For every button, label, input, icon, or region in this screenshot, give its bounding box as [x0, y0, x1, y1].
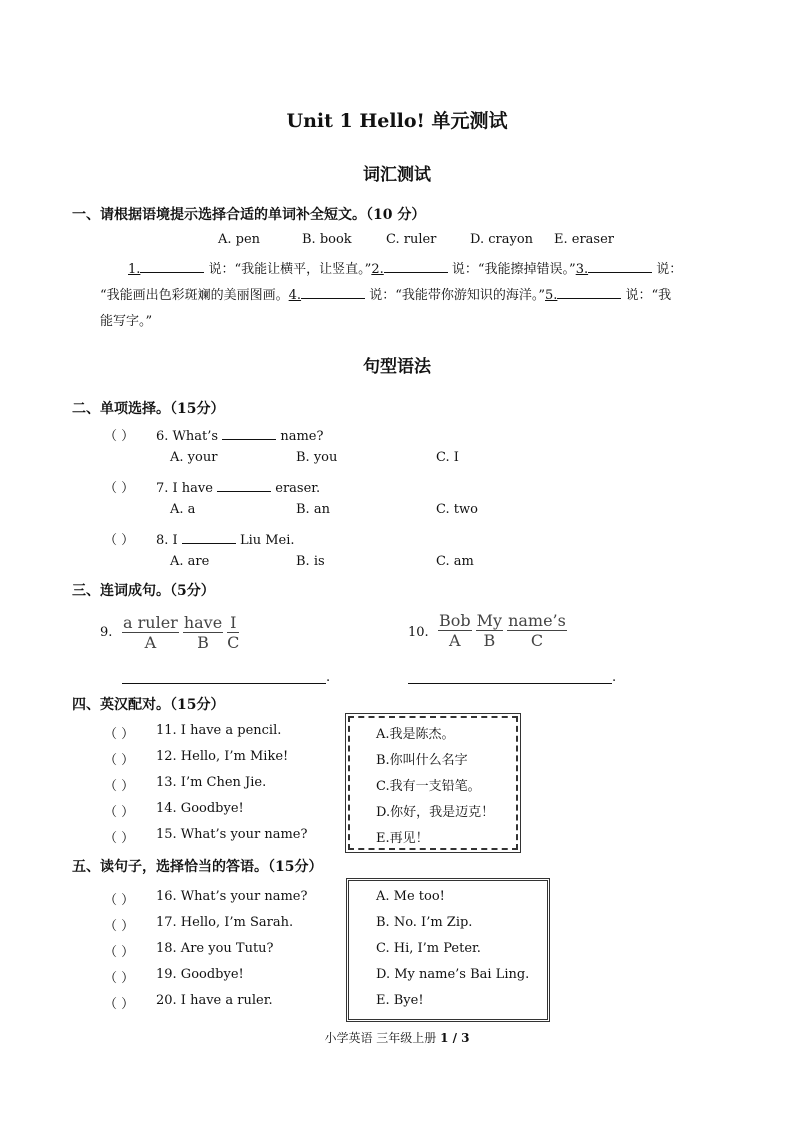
option-e: E. eraser: [554, 232, 614, 247]
blank-2[interactable]: [384, 258, 448, 273]
page-number: 1 / 3: [440, 1031, 470, 1045]
match-item-15: 15. What’s your name?: [156, 827, 308, 842]
q9-period: .: [326, 670, 331, 685]
blank-5[interactable]: [557, 284, 621, 299]
option-a: A. pen: [218, 232, 261, 247]
response-c: C. Hi, I’m Peter.: [376, 941, 481, 956]
q9-word-cards: [122, 614, 243, 653]
match-option-c: C.我有一支铅笔。: [376, 779, 481, 794]
option-b: B. book: [302, 232, 352, 247]
answer-paren-14[interactable]: （ ）: [104, 805, 135, 820]
response-a: A. Me too!: [376, 889, 445, 904]
choice: B. an: [296, 502, 330, 517]
answer-paren-19[interactable]: （ ）: [104, 971, 135, 986]
answer-paren-15[interactable]: （ ）: [104, 831, 135, 846]
passage-text: 说：“我: [621, 288, 672, 303]
question-text: name?: [280, 429, 324, 444]
q10-word-cards: [438, 612, 571, 651]
passage-text: 说：“我能擦掉错误。”: [447, 262, 576, 277]
match-option-a: A.我是陈杰。: [376, 727, 455, 742]
response-e: E. Bye!: [376, 993, 424, 1008]
part-grammar-title: 句型语法: [363, 357, 431, 377]
match-item-12: 12. Hello, I’m Mike!: [156, 749, 289, 764]
match-item-11: 11. I have a pencil.: [156, 723, 282, 738]
blank-3-number: 3.: [575, 262, 589, 277]
choice: C. two: [436, 502, 478, 517]
word-card: a ruler A: [123, 613, 178, 652]
choice: A. a: [170, 502, 196, 517]
sentence-19: 19. Goodbye!: [156, 967, 244, 982]
word-card: Bob A: [439, 611, 471, 650]
answer-paren-18[interactable]: （ ）: [104, 945, 135, 960]
match-item-14: 14. Goodbye!: [156, 801, 244, 816]
q9-answer-line[interactable]: [122, 682, 326, 684]
match-item-13: 13. I’m Chen Jie.: [156, 775, 267, 790]
choice: B. is: [296, 554, 325, 569]
answer-paren-13[interactable]: （ ）: [104, 779, 135, 794]
word-card: have B: [183, 613, 223, 652]
question-text: eraser.: [275, 481, 321, 496]
choice: C. am: [436, 554, 474, 569]
answer-paren-12[interactable]: （ ）: [104, 753, 135, 768]
passage-text: 说：“我能让横平，让竖直。”: [204, 262, 372, 277]
blank-3[interactable]: [588, 258, 652, 273]
part-vocab-title: 词汇测试: [363, 165, 431, 185]
q10-period: .: [612, 670, 617, 685]
passage-line-3: 能写字。”: [100, 314, 153, 329]
match-option-b: B.你叫什么名字: [376, 753, 468, 768]
word-card: name’s C: [508, 611, 566, 650]
question-blank: [222, 425, 276, 440]
option-d: D. crayon: [470, 232, 534, 247]
blank-4-number: 4.: [288, 288, 302, 303]
sentence-20: 20. I have a ruler.: [156, 993, 273, 1008]
response-d: D. My name’s Bai Ling.: [376, 967, 530, 982]
question-text: Liu Mei.: [239, 533, 295, 548]
section-3-heading: 三、连词成句。（5分）: [72, 583, 215, 599]
blank-5-number: 5.: [545, 288, 558, 303]
sentence-17: 17. Hello, I’m Sarah.: [156, 915, 294, 930]
option-c: C. ruler: [386, 232, 437, 247]
choice: A. are: [170, 554, 210, 569]
sentence-18: 18. Are you Tutu?: [156, 941, 274, 956]
q10-answer-line[interactable]: [408, 682, 612, 684]
question-7: [156, 477, 320, 496]
match-option-d: D.你好，我是迈克！: [376, 805, 495, 820]
answer-paren-17[interactable]: （ ）: [104, 919, 135, 934]
passage-line-1: [128, 258, 682, 277]
section-5-heading: 五、读句子，选择恰当的答语。（15分）: [72, 859, 323, 875]
page-footer: [0, 1029, 794, 1046]
response-b: B. No. I’m Zip.: [376, 915, 473, 930]
question-text: 8. I: [156, 533, 178, 548]
blank-4[interactable]: [301, 284, 365, 299]
question-6: [156, 425, 323, 444]
question-8: [156, 529, 295, 548]
q9-number: 9.: [100, 625, 113, 640]
choice: A. your: [170, 450, 218, 465]
passage-text: 说：“我能带你游知识的海洋。”: [365, 288, 545, 303]
word-card: $\frac{I}{C}$: [227, 613, 240, 652]
question-blank: [217, 477, 271, 492]
passage-text: 说：: [652, 262, 683, 277]
section-4-heading: 四、英汉配对。（15分）: [72, 697, 225, 713]
blank-1[interactable]: [140, 258, 204, 273]
question-blank: [182, 529, 236, 544]
passage-line-2: [100, 284, 671, 303]
choice: B. you: [296, 450, 338, 465]
section-2-heading: 二、单项选择。（15分）: [72, 401, 225, 417]
match-option-e: E.再见！: [376, 831, 429, 846]
blank-2-number: 2.: [371, 262, 384, 277]
answer-paren-7[interactable]: （ ）: [104, 481, 135, 496]
choice: C. I: [436, 450, 459, 465]
footer-text: 小学英语 三年级上册: [324, 1031, 441, 1045]
sentence-16: 16. What’s your name?: [156, 889, 308, 904]
answer-paren-20[interactable]: （ ）: [104, 997, 135, 1012]
blank-1-number: 1.: [128, 262, 141, 277]
word-card: $\frac{My}{B}$: [476, 611, 503, 650]
answer-paren-11[interactable]: （ ）: [104, 727, 135, 742]
answer-paren-8[interactable]: （ ）: [104, 533, 135, 548]
question-text: 7. I have: [156, 481, 213, 496]
answer-paren-6[interactable]: （ ）: [104, 429, 135, 444]
question-text: 6. What’s: [156, 429, 219, 444]
answer-paren-16[interactable]: （ ）: [104, 893, 135, 908]
page-title: Unit 1 Hello! 单元测试: [286, 110, 508, 132]
section-1-heading: 一、请根据语境提示选择合适的单词补全短文。（10 分）: [72, 207, 426, 223]
q10-number: 10.: [408, 625, 429, 640]
passage-text: “我能画出色彩斑斓的美丽图画。: [100, 288, 289, 303]
